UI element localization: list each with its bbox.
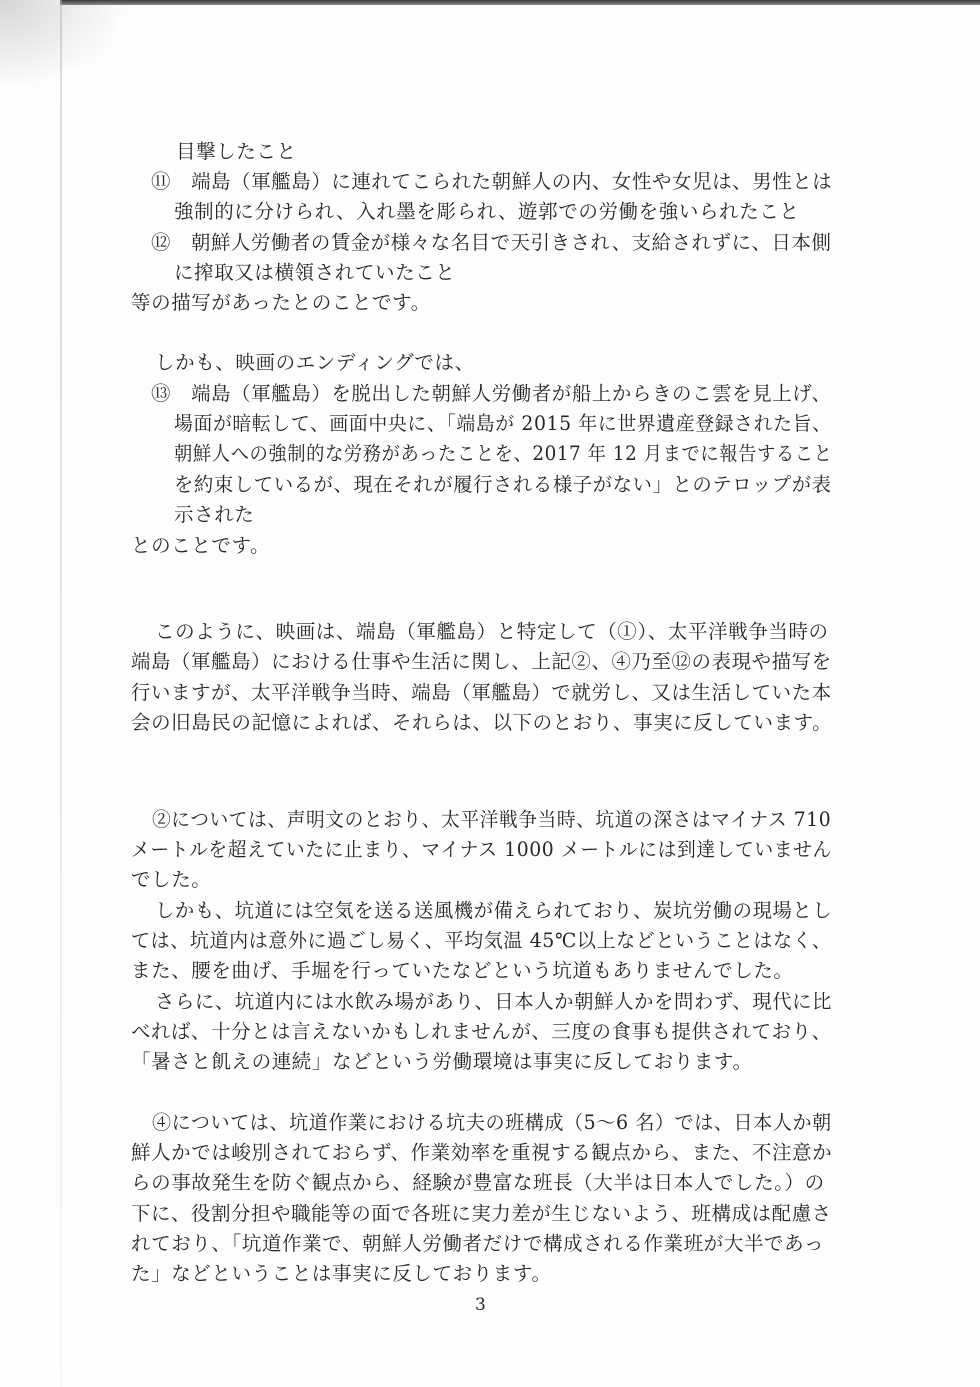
text-line: 会の旧島民の記憶によれば、それらは、以下のとおり、事実に反しています。 — [131, 711, 833, 734]
scan-edge-left — [60, 0, 62, 1387]
text-line: 鮮人かでは峻別されておらず、作業効率を重視する観点から、また、不注意か — [131, 1141, 833, 1164]
text-line: とのことです。 — [131, 534, 271, 557]
text-line: 下に、役割分担や職能等の面で各班に実力差が生じないよう、班構成は配慮さ — [131, 1202, 832, 1225]
text-line: 場面が暗転して、画面中央に、「端島が 2015 年に世界遺産登録された旨、 — [174, 412, 832, 435]
page-number: 3 — [475, 1295, 486, 1315]
text-line: ⑪ 端島（軍艦島）に連れてこられた朝鮮人の内、女性や女児は、男性とは — [151, 170, 833, 193]
text-line: ⑬ 端島（軍艦島）を脱出した朝鮮人労働者が船上からきのこ雲を見上げ、 — [151, 382, 832, 405]
text-line: ④については、坑道作業における坑夫の班構成（5～6 名）では、日本人か朝 — [152, 1111, 832, 1134]
text-line: 端島（軍艦島）における仕事や生活に関し、上記②、④乃至⑫の表現や描写を — [131, 650, 832, 673]
text-line: しかも、映画のエンディングでは、 — [155, 351, 475, 374]
scan-edge-top — [60, 0, 980, 5]
text-line: を約束しているが、現在それが履行される様子がない」とのテロップが表 — [174, 473, 832, 496]
text-line: さらに、坑道内には水飲み場があり、日本人か朝鮮人かを問わず、現代に比 — [155, 990, 833, 1013]
text-line: 目撃したこと — [176, 140, 297, 163]
text-line: た」などということは事実に反しております。 — [131, 1262, 552, 1285]
text-line: 強制的に分けられ、入れ墨を彫られ、遊郭での労働を強いられたこと — [174, 200, 800, 223]
text-line: 行いますが、太平洋戦争当時、端島（軍艦島）で就労し、又は生活していた本 — [131, 681, 832, 704]
scan-shadow-corner — [0, 0, 130, 90]
text-line: 等の描写があったとのことです。 — [131, 291, 431, 314]
text-line: また、腰を曲げ、手堀を行っていたなどという坑道もありませんでした。 — [131, 959, 794, 982]
text-line: ②については、声明文のとおり、太平洋戦争当時、坑道の深さはマイナス 710 — [152, 808, 832, 831]
text-line: このように、映画は、端島（軍艦島）と特定して（①）、太平洋戦争当時の — [155, 620, 829, 643]
text-line: ては、坑道内は意外に過ごし易く、平均気温 45℃以上などということはなく、 — [131, 929, 832, 952]
text-line: 示された — [174, 503, 255, 526]
text-line: 朝鮮人への強制的な労務があったことを、2017 年 12 月までに報告すること — [174, 442, 833, 465]
text-line: ⑫ 朝鮮人労働者の賃金が様々な名目で天引きされ、支給されずに、日本側 — [151, 231, 832, 254]
text-line: べれば、十分とは言えないかもしれませんが、三度の食事も提供されており、 — [131, 1020, 832, 1043]
text-line: に搾取又は横領されていたこと — [174, 261, 456, 284]
text-line: メートルを超えていたに止まり、マイナス 1000 メートルには到達していません — [131, 838, 832, 861]
text-line: らの事故発生を防ぐ観点から、経験が豊富な班長（大半は日本人でした。）の — [131, 1171, 825, 1194]
text-line: 「暑さと飢えの連続」などという労働環境は事実に反しております。 — [131, 1050, 753, 1073]
text-line: しかも、坑道には空気を送る送風機が備えられており、炭坑労働の現場とし — [155, 899, 833, 922]
text-line: でした。 — [131, 868, 212, 891]
text-line: れており、「坑道作業で、朝鮮人労働者だけで構成される作業班が大半であっ — [131, 1232, 825, 1255]
